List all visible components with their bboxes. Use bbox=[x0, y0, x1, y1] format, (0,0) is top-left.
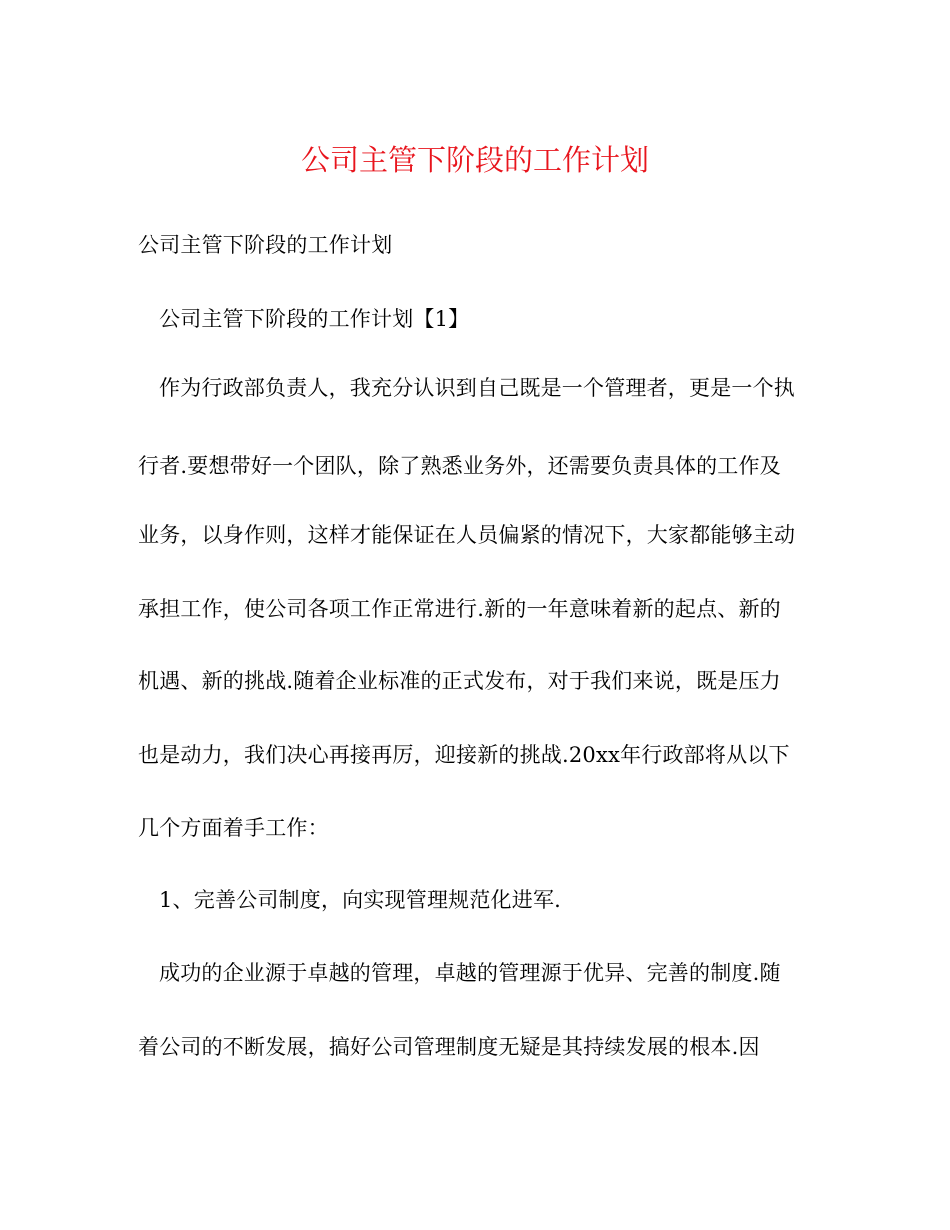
paragraph-line: 机遇、新的挑战.随着企业标准的正式发布，对于我们来说，既是压力 bbox=[138, 669, 781, 693]
document-title: 公司主管下阶段的工作计划 bbox=[300, 143, 649, 177]
paragraph-line: 作为行政部负责人，我充分认识到自己既是一个管理者，更是一个执 bbox=[159, 376, 795, 400]
paragraph-line: 也是动力，我们决心再接再厉，迎接新的挑战.20xx年行政部将从以下 bbox=[138, 743, 790, 767]
paragraph-line: 着公司的不断发展，搞好公司管理制度无疑是其持续发展的根本.因 bbox=[138, 1035, 760, 1059]
subheading: 公司主管下阶段的工作计划 bbox=[138, 233, 393, 257]
list-item: 1、完善公司制度，向实现管理规范化进军. bbox=[159, 888, 562, 912]
paragraph-line: 几个方面着手工作： bbox=[138, 816, 329, 840]
paragraph-line: 承担工作，使公司各项工作正常进行.新的一年意味着新的起点、新的 bbox=[138, 597, 781, 621]
section-heading: 公司主管下阶段的工作计划【1】 bbox=[159, 307, 470, 331]
paragraph-line: 成功的企业源于卓越的管理，卓越的管理源于优异、完善的制度.随 bbox=[159, 961, 781, 985]
paragraph-line: 业务，以身作则，这样才能保证在人员偏紧的情况下，大家都能够主动 bbox=[138, 523, 796, 547]
paragraph-line: 行者.要想带好一个团队，除了熟悉业务外，还需要负责具体的工作及 bbox=[138, 454, 781, 478]
